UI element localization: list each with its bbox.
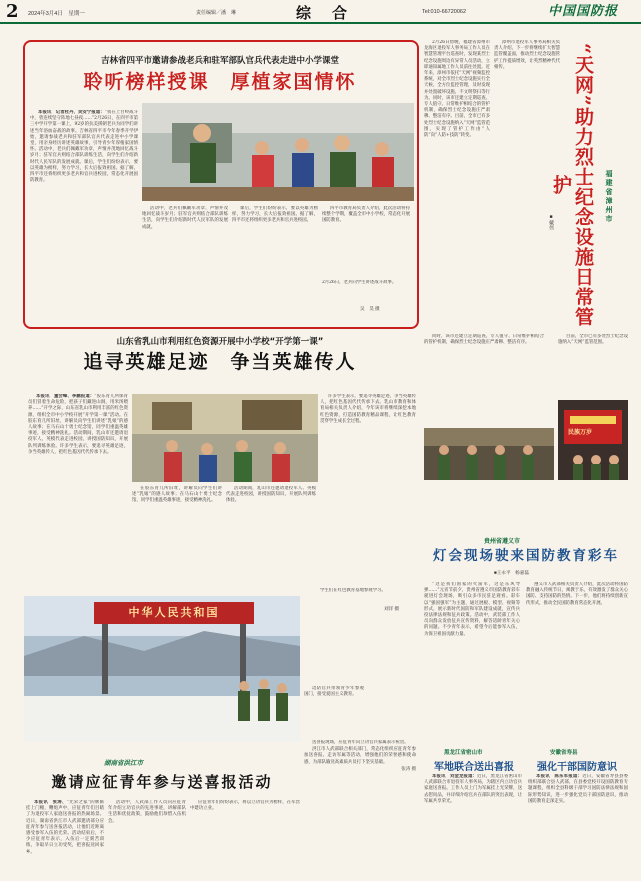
article-3-body-col4: 目前，全市已有多处烈士纪念设施纳入“天网”监管范围。 bbox=[558, 334, 628, 346]
article-7-text: 近日，安徽省寿县县委组织部联合县人武部，在县委党校开设国防教育专题课程，组织全县科级干部学习国防法律法规和国际形势知识，进一步强化党员干部国防意识，推动国防教育走深走实。 bbox=[528, 774, 628, 804]
article-5-body bbox=[26, 800, 104, 878]
museum-visit-illustration bbox=[132, 394, 318, 482]
border-post-photo bbox=[24, 596, 300, 742]
article-3-author: ■戴伟 bbox=[548, 214, 554, 230]
article-6-body bbox=[424, 774, 522, 878]
editor-credit: 责任编辑／潘 琳 bbox=[196, 10, 237, 16]
article-2-kicker: 山东省乳山市利用红色资源开展中小学校“开学第一课” bbox=[116, 337, 324, 347]
article-2-caption: 学生们在红色教育基地参观学习。 bbox=[320, 588, 386, 593]
border-sign-text: 中华人民共和国 bbox=[128, 606, 220, 619]
parade-float-illustration bbox=[558, 400, 628, 480]
article-3-body-col2: 漳州市退役军人事务局相关负责人介绍，下一步将继续扩大智慧监管覆盖面，推动烈士纪念设施管护工作提质增效，让英烈精神代代相传。 bbox=[494, 40, 560, 70]
article-1-title: 聆听榜样授课 厚植家国情怀 bbox=[83, 71, 357, 93]
article-3-column: 福建省漳州市 bbox=[605, 170, 614, 224]
article-3-body bbox=[424, 40, 490, 330]
section-title: 综 合 bbox=[296, 4, 351, 22]
article-1-body bbox=[30, 110, 138, 320]
article-5-photo-credit: 张涛 摄 bbox=[401, 766, 416, 772]
article-5-caption-block: 送喜报现场，应征青年向立功官兵家属表示祝贺。 洪江市人武部联合相关部门，常态化组织应征青年参加送喜报、走访军属等活动，增强他们的荣誉感和使命感，为部队输送高素质兵员打下坚实基础。 张涛 摄 bbox=[304, 740, 416, 772]
article-5-column: 湖南省洪江市 bbox=[104, 759, 143, 767]
article-1-body-col2: 活动中，老兵们佩戴军功章，声情并茂地回忆战斗岁月；驻军官兵则结合部队训练生活，向学生们介绍新时代人民军队的发展成就。 bbox=[142, 206, 228, 230]
article-2-body-col2: 在胶东育儿所旧址，讲解员向学生们讲述“乳娘”的感人故事；在马石山十勇士纪念馆，同学们重温英雄事迹，接受精神洗礼。 bbox=[132, 486, 222, 504]
article-4-column: 贵州省遵义市 bbox=[484, 538, 521, 545]
article-4-body bbox=[424, 582, 520, 732]
article-1-photo-credit: 吴 昊 摄 bbox=[360, 306, 380, 311]
classroom-photo-illustration bbox=[142, 103, 414, 201]
article-2-photo bbox=[132, 394, 318, 482]
article-6-text: 近日，黑龙江省密山市人武部联合市退役军人事务局，为辖区内立功官兵家庭送喜报。工作人员上门为军属挂上光荣牌，送去慰问品，并详细介绍官兵在部队的突出表现，让军属共享荣光。 bbox=[424, 774, 522, 804]
article-4-body-col2: 遵义市人武部相关负责人介绍，此次活动将国防教育融入传统节日，寓教于乐，有效激发了群众关心国防、支持国防的热情。下一步，他们将持续创新宣传形式，推动全民国防教育常态化开展。 bbox=[526, 582, 628, 606]
article-3-body-col3: 同时，该市还建立定期巡查、专人值守、日常维护相结合的管护机制，确保烈士纪念设施庄严肃穆、整洁有序。 bbox=[424, 334, 544, 346]
article-2-body bbox=[28, 394, 128, 594]
page-header bbox=[0, 0, 641, 24]
article-1-kicker: 吉林省四平市邀请参战老兵和驻军部队官兵代表走进中小学课堂 bbox=[100, 56, 339, 66]
article-7-title: 强化干部国防意识 bbox=[537, 762, 617, 773]
article-1-caption: 2月26日，老兵向学生讲述战斗故事。 bbox=[322, 280, 397, 285]
soldiers-illustration bbox=[424, 428, 554, 480]
article-7-byline: 本报讯 陈东军报道： bbox=[536, 774, 583, 779]
page-number: 2 bbox=[6, 1, 19, 22]
article-3-text: 2月26日傍晚，福建省漳州市龙海区退役军人事务局工作人员在智慧管理平台巡查时，发现某烈士纪念设施周边有异常人员活动，立即通知属地工作人员前往处置。近年来，漳州市依托“天网”视频监控系统，对全市烈士纪念设施实行全天候、全方位监控管理，及时发现并处置破坏设施、不文明祭扫等行为。同时，该市还建立定期巡查、专人值守、日常维护相结合的管护机制，确保烈士纪念设施庄严肃穆、整洁有序。目前，全市已有多处烈士纪念设施纳入“天网”监管范围，实现了管护工作由“人防”向“人防+技防”转变。 bbox=[424, 40, 490, 139]
article-1-photo bbox=[142, 103, 414, 201]
article-6-byline: 本报讯 刘金龙报道： bbox=[432, 774, 478, 779]
article-5-photo-area bbox=[304, 740, 416, 874]
article-6-title: 军地联合送出喜报 bbox=[434, 762, 514, 773]
header-rule bbox=[0, 22, 641, 24]
article-3-title: “天网”助力烈士纪念设施日常管护 bbox=[550, 43, 594, 327]
article-5-caption: 送喜报现场，应征青年向立功官兵家属表示祝贺。 bbox=[312, 740, 409, 745]
article-4-author: ■王永平 杨嘉磊 bbox=[494, 570, 529, 575]
article-4-text: “这是我们国家的火箭军，这是东风导弹……”元宵节前夕，贵州省遵义市国防教育彩车驶进灯会现场，吸引众多市民驻足观看。彩车以“强国强军”为主题，通过展板、模型、视频等形式，展示新时代国防和军队建设成就，宣传兵役法律法规和征兵政策。活动中，武装部工作人员向群众发放征兵宣传资料，解答适龄青年关心的问题。不少青年表示，希望今后能参军入伍，为保卫祖国贡献力量。 bbox=[424, 582, 520, 637]
article-1-text: “我在上甘岭战斗中，曾连续坚守阵地七昼夜……”2月26日，在四平市第三中学开学第一课上，92岁的抗美援朝老兵为同学们讲述当年浴血奋战的故事。吉林省四平市今年春季开学伊始，邀请参战老兵和驻军部队官兵代表走进中小学课堂，用亲身经历讲述英雄故事，引导青少年厚植家国情怀。活动中，老兵们佩戴军功章，声情并茂地回忆战斗岁月；驻军官兵则结合部队训练生活，向学生们介绍新时代人民军队的发展成就。课后，学生们纷纷表示，要以英雄为榜样，努力学习，长大后报效祖国。据了解，四平市还将组织更多老兵和官兵进校园，常态化开展国防教育。 bbox=[30, 110, 138, 184]
article-2-photo-credit: 刘洋 摄 bbox=[384, 606, 400, 611]
issue-date: 2024年3月4日 星期一 bbox=[28, 11, 85, 17]
article-1-body-col3: 课后，学生们纷纷表示，要以英雄为榜样，努力学习，长大后报效祖国。据了解，四平市还将组织更多老兵和官兵进校园。 bbox=[232, 206, 318, 224]
article-5-body-col2: 活动中，人武部工作人员向应征青年介绍立功官兵的先进事迹，讲解部队生活和优抚政策，鼓励他们珍惜入伍机会。 bbox=[108, 800, 186, 824]
article-5-byline: 本报讯 张涛、 bbox=[34, 800, 67, 805]
article-1-body-col4: 四平市教育局负责人介绍，此次活动将持续整个学期，覆盖全市中小学校，常态化开展国防教育。 bbox=[322, 206, 410, 224]
article-5-text: “光荣之家”的牌匾挂上门楣，鞭炮声中，应征青年们目睹了为退役军人家庭送喜报的热闹场景。近日，湖南省洪江市人武部邀请部分应征青年参与送喜报活动，让他们近距离感受参军入伍的光荣。活动结束后，不少应征青年表示，入伍后一定刻苦训练，争取早日立功受奖，把喜报送回家乡。 bbox=[26, 800, 104, 855]
article-5-body-col3: 应征青年们纷纷表示，将以立功官兵为榜样，在军营中建功立业。 bbox=[190, 800, 300, 812]
article-2-byline: 本报讯 董会峰、李鹏报道： bbox=[36, 394, 95, 399]
article-6-column: 黑龙江省密山市 bbox=[444, 750, 483, 756]
border-photo-caption: 边防官兵带领青少年参观国门，接受爱国主义教育。 bbox=[304, 686, 364, 698]
article-3-photo bbox=[558, 400, 628, 480]
newspaper-logo: 中国国防报 bbox=[548, 4, 619, 19]
article-7-body bbox=[528, 774, 628, 878]
article-2-title: 追寻英雄足迹 争当英雄传人 bbox=[83, 351, 357, 373]
article-2-body-col3: 活动期间，乳山市还邀请退役军人、英模代表走进校园，讲授国防知识，开展队列训练体验。 bbox=[226, 486, 316, 504]
float-banner-text: 民族万岁 bbox=[568, 429, 593, 436]
article-7-column: 安徽省寿县 bbox=[550, 750, 578, 756]
telephone: Tel:010-66720062 bbox=[422, 9, 467, 15]
article-3-photo-2 bbox=[424, 428, 554, 480]
article-2-body-col4: 许多学生表示，要追寻英雄足迹，争当英雄传人，把红色基因代代传承下去。乳山市教育和体育局相关负责人介绍，今年该市将继续深挖本地红色资源，打造国防教育精品课程，让红色教育贯穿学生成长全过程。 bbox=[320, 394, 416, 424]
article-2-text: “胶东育儿所保育员们冒着生命危险，把孩子们藏进山洞，用米汤喂养……”开学之际，山东省乳山市利用丰富的红色资源，组织全市中小学校开展“开学第一课”活动。在胶东育儿所旧址，讲解员向学生们讲述“乳娘”的感人故事；在马石山十勇士纪念馆，同学们重温英雄事迹，接受精神洗礼。活动期间，乳山市还邀请退役军人、英模代表走进校园，讲授国防知识，开展队列训练体验。许多学生表示，要追寻英雄足迹，争当英雄传人，把红色基因代代传承下去。 bbox=[28, 394, 128, 455]
article-4-title: 灯会现场驶来国防教育彩车 bbox=[433, 548, 619, 564]
article-1-byline: 本报讯 记者杜丹、吴安宁报道： bbox=[38, 110, 105, 115]
article-5-title: 邀请应征青年参与送喜报活动 bbox=[51, 773, 273, 791]
